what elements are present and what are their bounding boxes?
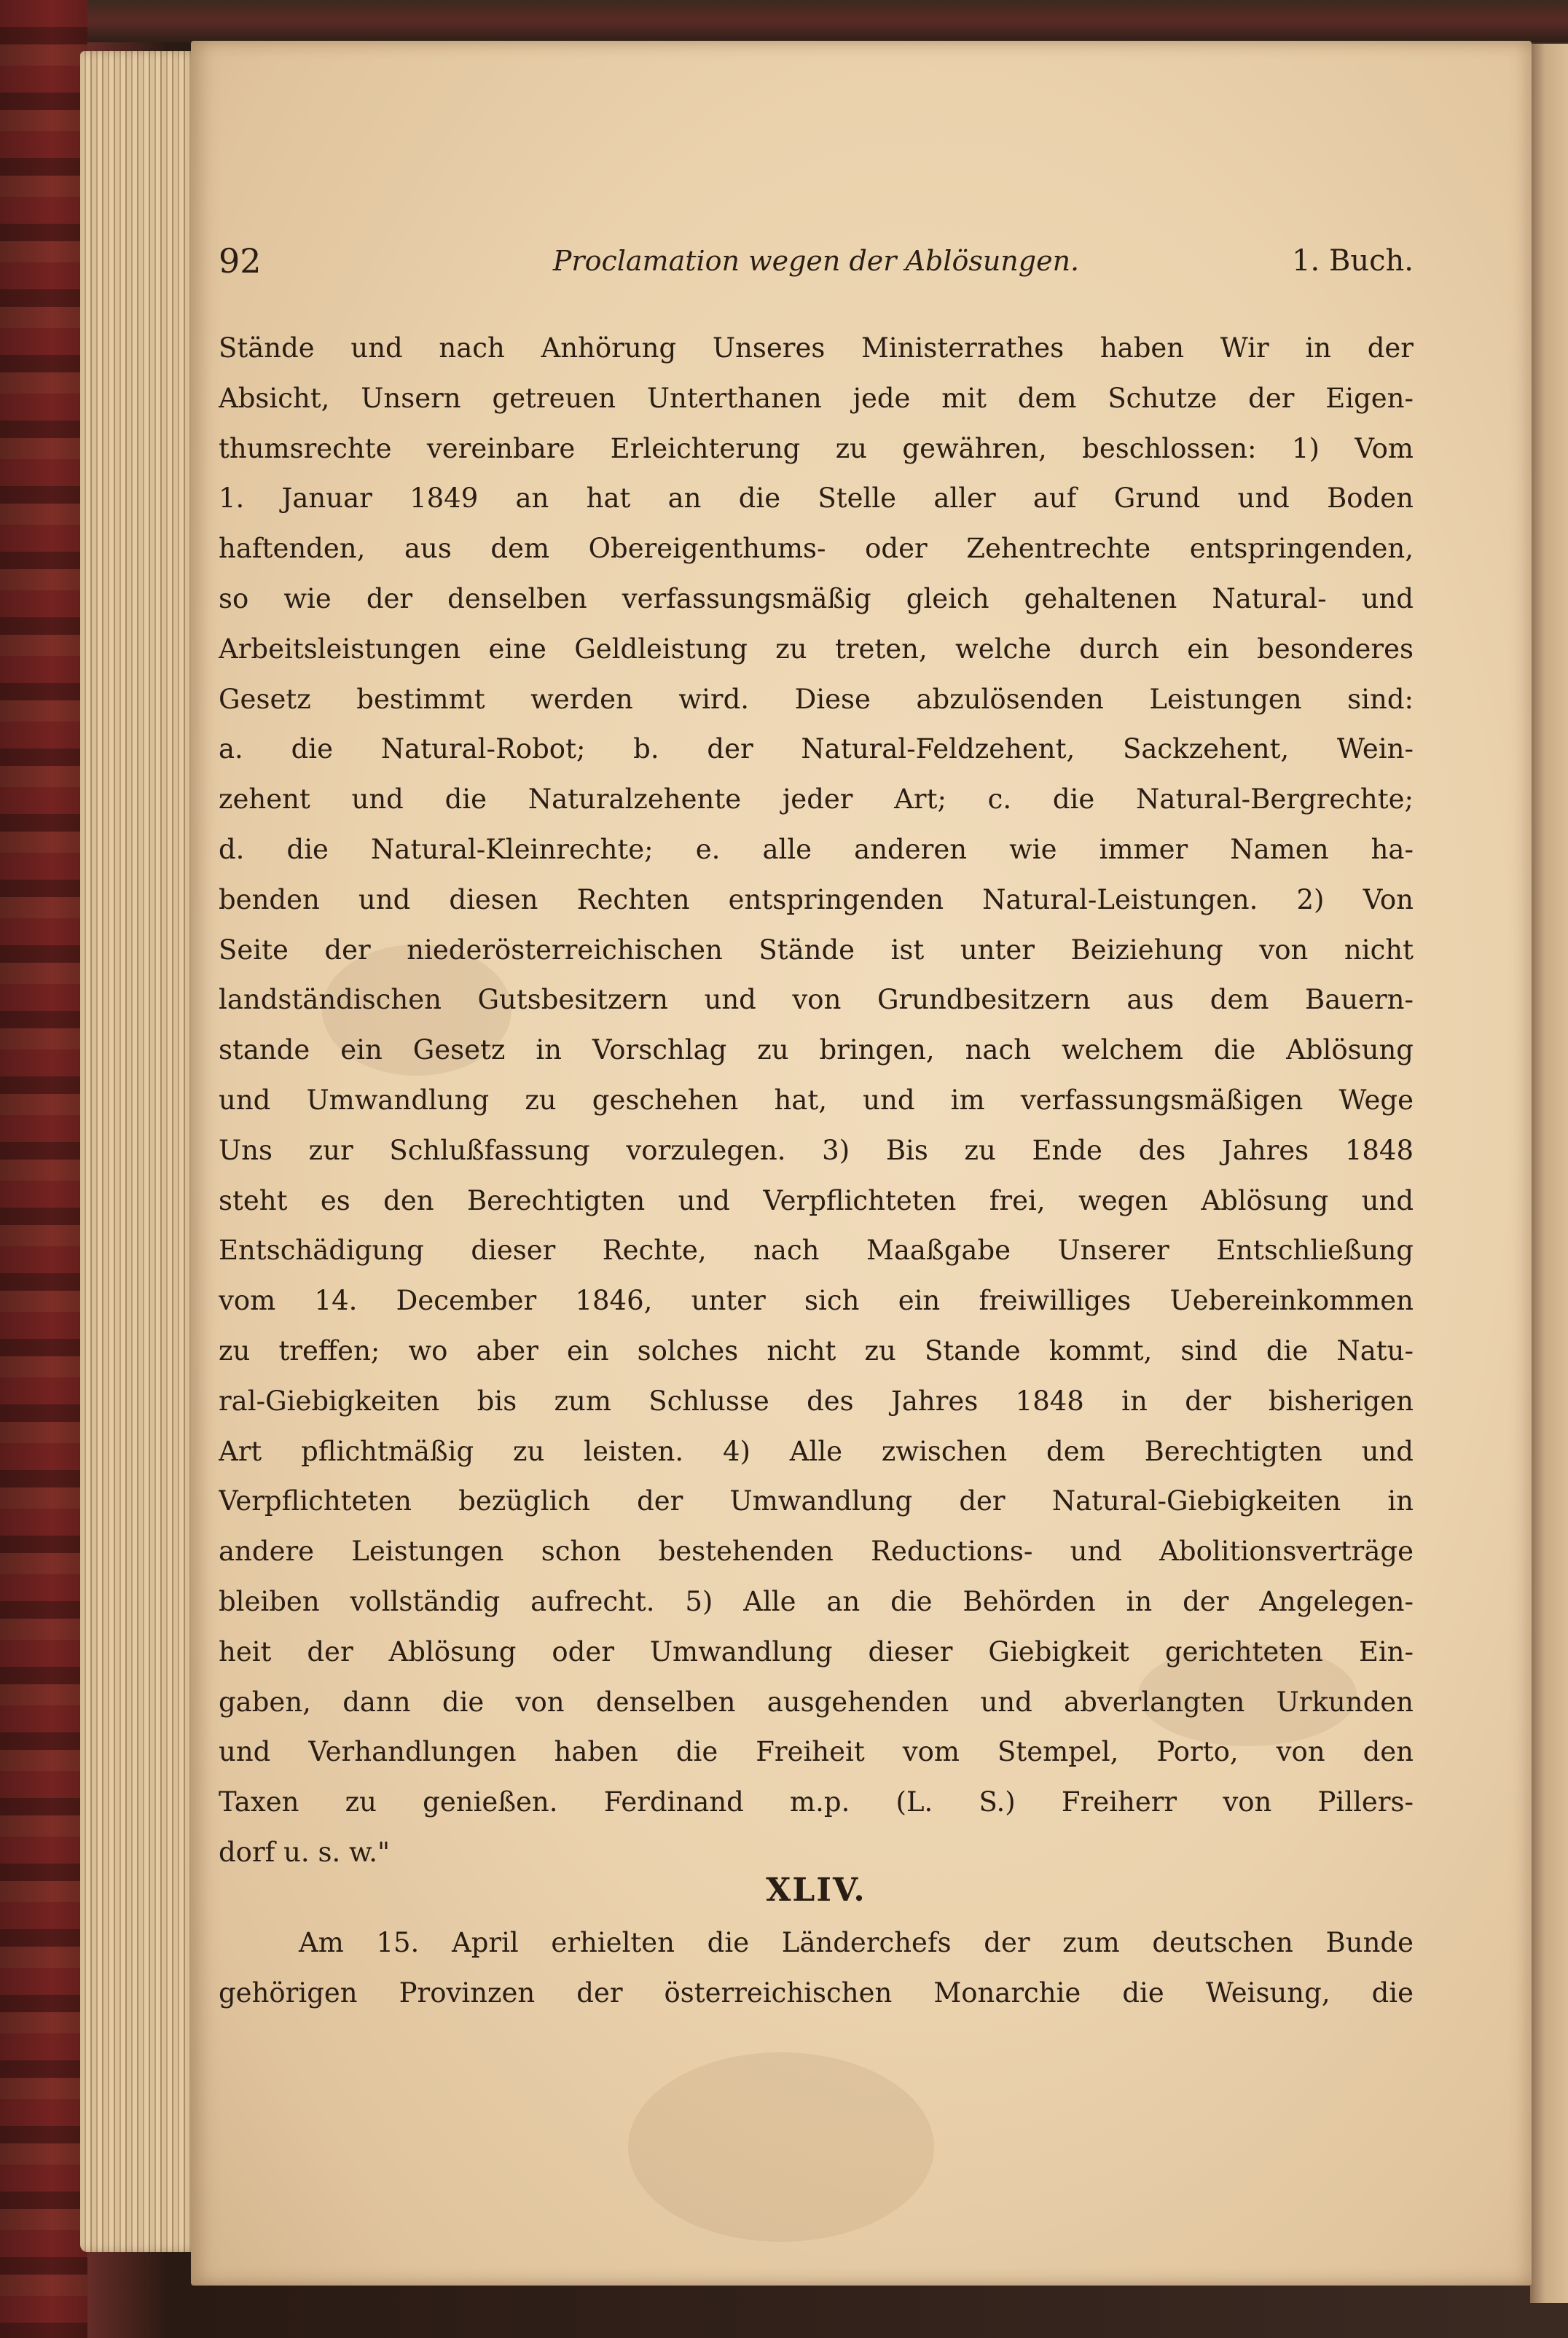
text-line: haftenden, aus dem Obereigenthums- oder Zehentrechte entspringenden, <box>219 533 1414 565</box>
running-head-title: Proclamation wegen der Ablösungen. <box>552 245 1080 277</box>
text-line: benden und diesen Rechten entspringenden Natural-Leistungen. 2) Von <box>219 883 1414 915</box>
book-cover-left <box>0 0 87 2338</box>
page-number: 92 <box>219 241 262 281</box>
text-line: Seite der niederösterreichischen Stände ist unter Beiziehung von nicht <box>219 934 1414 966</box>
text-line: bleiben vollständig aufrecht. 5) Alle an die Behörden in der Angelegen- <box>219 1585 1414 1617</box>
text-line: gaben, dann die von denselben ausgehenden und abverlangten Urkunden <box>219 1686 1414 1718</box>
text-line: steht es den Berechtigten und Verpflichteten frei, wegen Ablösung und <box>219 1184 1414 1216</box>
text-line: Am 15. April erhielten die Länderchefs der zum deutschen Bunde <box>299 1927 1414 1958</box>
text-line: zehent und die Naturalzehente jeder Art; c. die Natural-Bergrechte; <box>219 783 1414 816</box>
text-line: Stände und nach Anhörung Unseres Ministerrathes haben Wir in der <box>219 332 1414 364</box>
facing-page-edge <box>1530 44 1568 2303</box>
paper-stain <box>628 2052 934 2242</box>
text-line: heit der Ablösung oder Umwandlung dieser Giebigkeit gerichteten Ein- <box>219 1635 1414 1668</box>
text-line: Uns zur Schlußfassung vorzulegen. 3) Bis zu Ende des Jahres 1848 <box>219 1134 1414 1166</box>
text-line: und Umwandlung zu geschehen hat, und im verfassungsmäßigen Wege <box>219 1084 1414 1116</box>
text-line: andere Leistungen schon bestehenden Reductions- und Abolitionsverträge <box>219 1536 1414 1568</box>
text-line: Absicht, Unsern getreuen Unterthanen jede mit dem Schutze der Eigen- <box>219 382 1414 414</box>
body-text <box>219 324 1414 1878</box>
text-line: Entschädigung dieser Rechte, nach Maaßgabe Unserer Entschließung <box>219 1235 1414 1267</box>
text-line: ral-Giebigkeiten bis zum Schlusse des Jahres 1848 in der bisherigen <box>219 1385 1414 1417</box>
text-line: landständischen Gutsbesitzern und von Grundbesitzern aus dem Bauern- <box>219 984 1414 1016</box>
page-edges <box>80 51 204 2252</box>
text-line: zu treffen; wo aber ein solches nicht zu Stande kommt, sind die Natu- <box>219 1334 1414 1367</box>
text-line: vom 14. December 1846, unter sich ein freiwilliges Uebereinkommen <box>219 1285 1414 1317</box>
text-line: Art pflichtmäßig zu leisten. 4) Alle zwischen dem Berechtigten und <box>219 1435 1414 1467</box>
text-line: Gesetz bestimmt werden wird. Diese abzulösenden Leistungen sind: <box>219 683 1414 715</box>
text-line: thumsrechte vereinbare Erleichterung zu gewähren, beschlossen: 1) Vom <box>219 432 1414 464</box>
text-line: 1. Januar 1849 an hat an die Stelle aller auf Grund und Boden <box>219 482 1414 515</box>
text-line: d. die Natural-Kleinrechte; e. alle anderen wie immer Namen ha- <box>219 833 1414 865</box>
text-line: a. die Natural-Robot; b. der Natural-Feldzehent, Sackzehent, Wein- <box>219 733 1414 765</box>
text-line: dorf u. s. w." <box>219 1836 391 1868</box>
book-cover-top <box>44 0 1568 42</box>
text-line: Arbeitsleistungen eine Geldleistung zu treten, welche durch ein besonderes <box>219 633 1414 665</box>
text-line: so wie der denselben verfassungsmäßig gleich gehaltenen Natural- und <box>219 582 1414 614</box>
running-head-book: 1. Buch. <box>1292 244 1414 278</box>
text-line: Taxen zu genießen. Ferdinand m.p. (L. S.) Freiherr von Pillers- <box>219 1786 1414 1818</box>
text-line: stande ein Gesetz in Vorschlag zu bringen, nach welchem die Ablösung <box>219 1034 1414 1066</box>
section-heading: XLIV. <box>766 1872 866 1909</box>
text-line: und Verhandlungen haben die Freiheit vom Stempel, Porto, von den <box>219 1736 1414 1768</box>
text-line: Verpflichteten bezüglich der Umwandlung der Natural-Giebigkeiten in <box>219 1485 1414 1517</box>
section-text <box>219 1918 1414 2019</box>
text-line: gehörigen Provinzen der österreichischen Monarchie die Weisung, die <box>219 1977 1414 2009</box>
running-head <box>219 238 1414 284</box>
